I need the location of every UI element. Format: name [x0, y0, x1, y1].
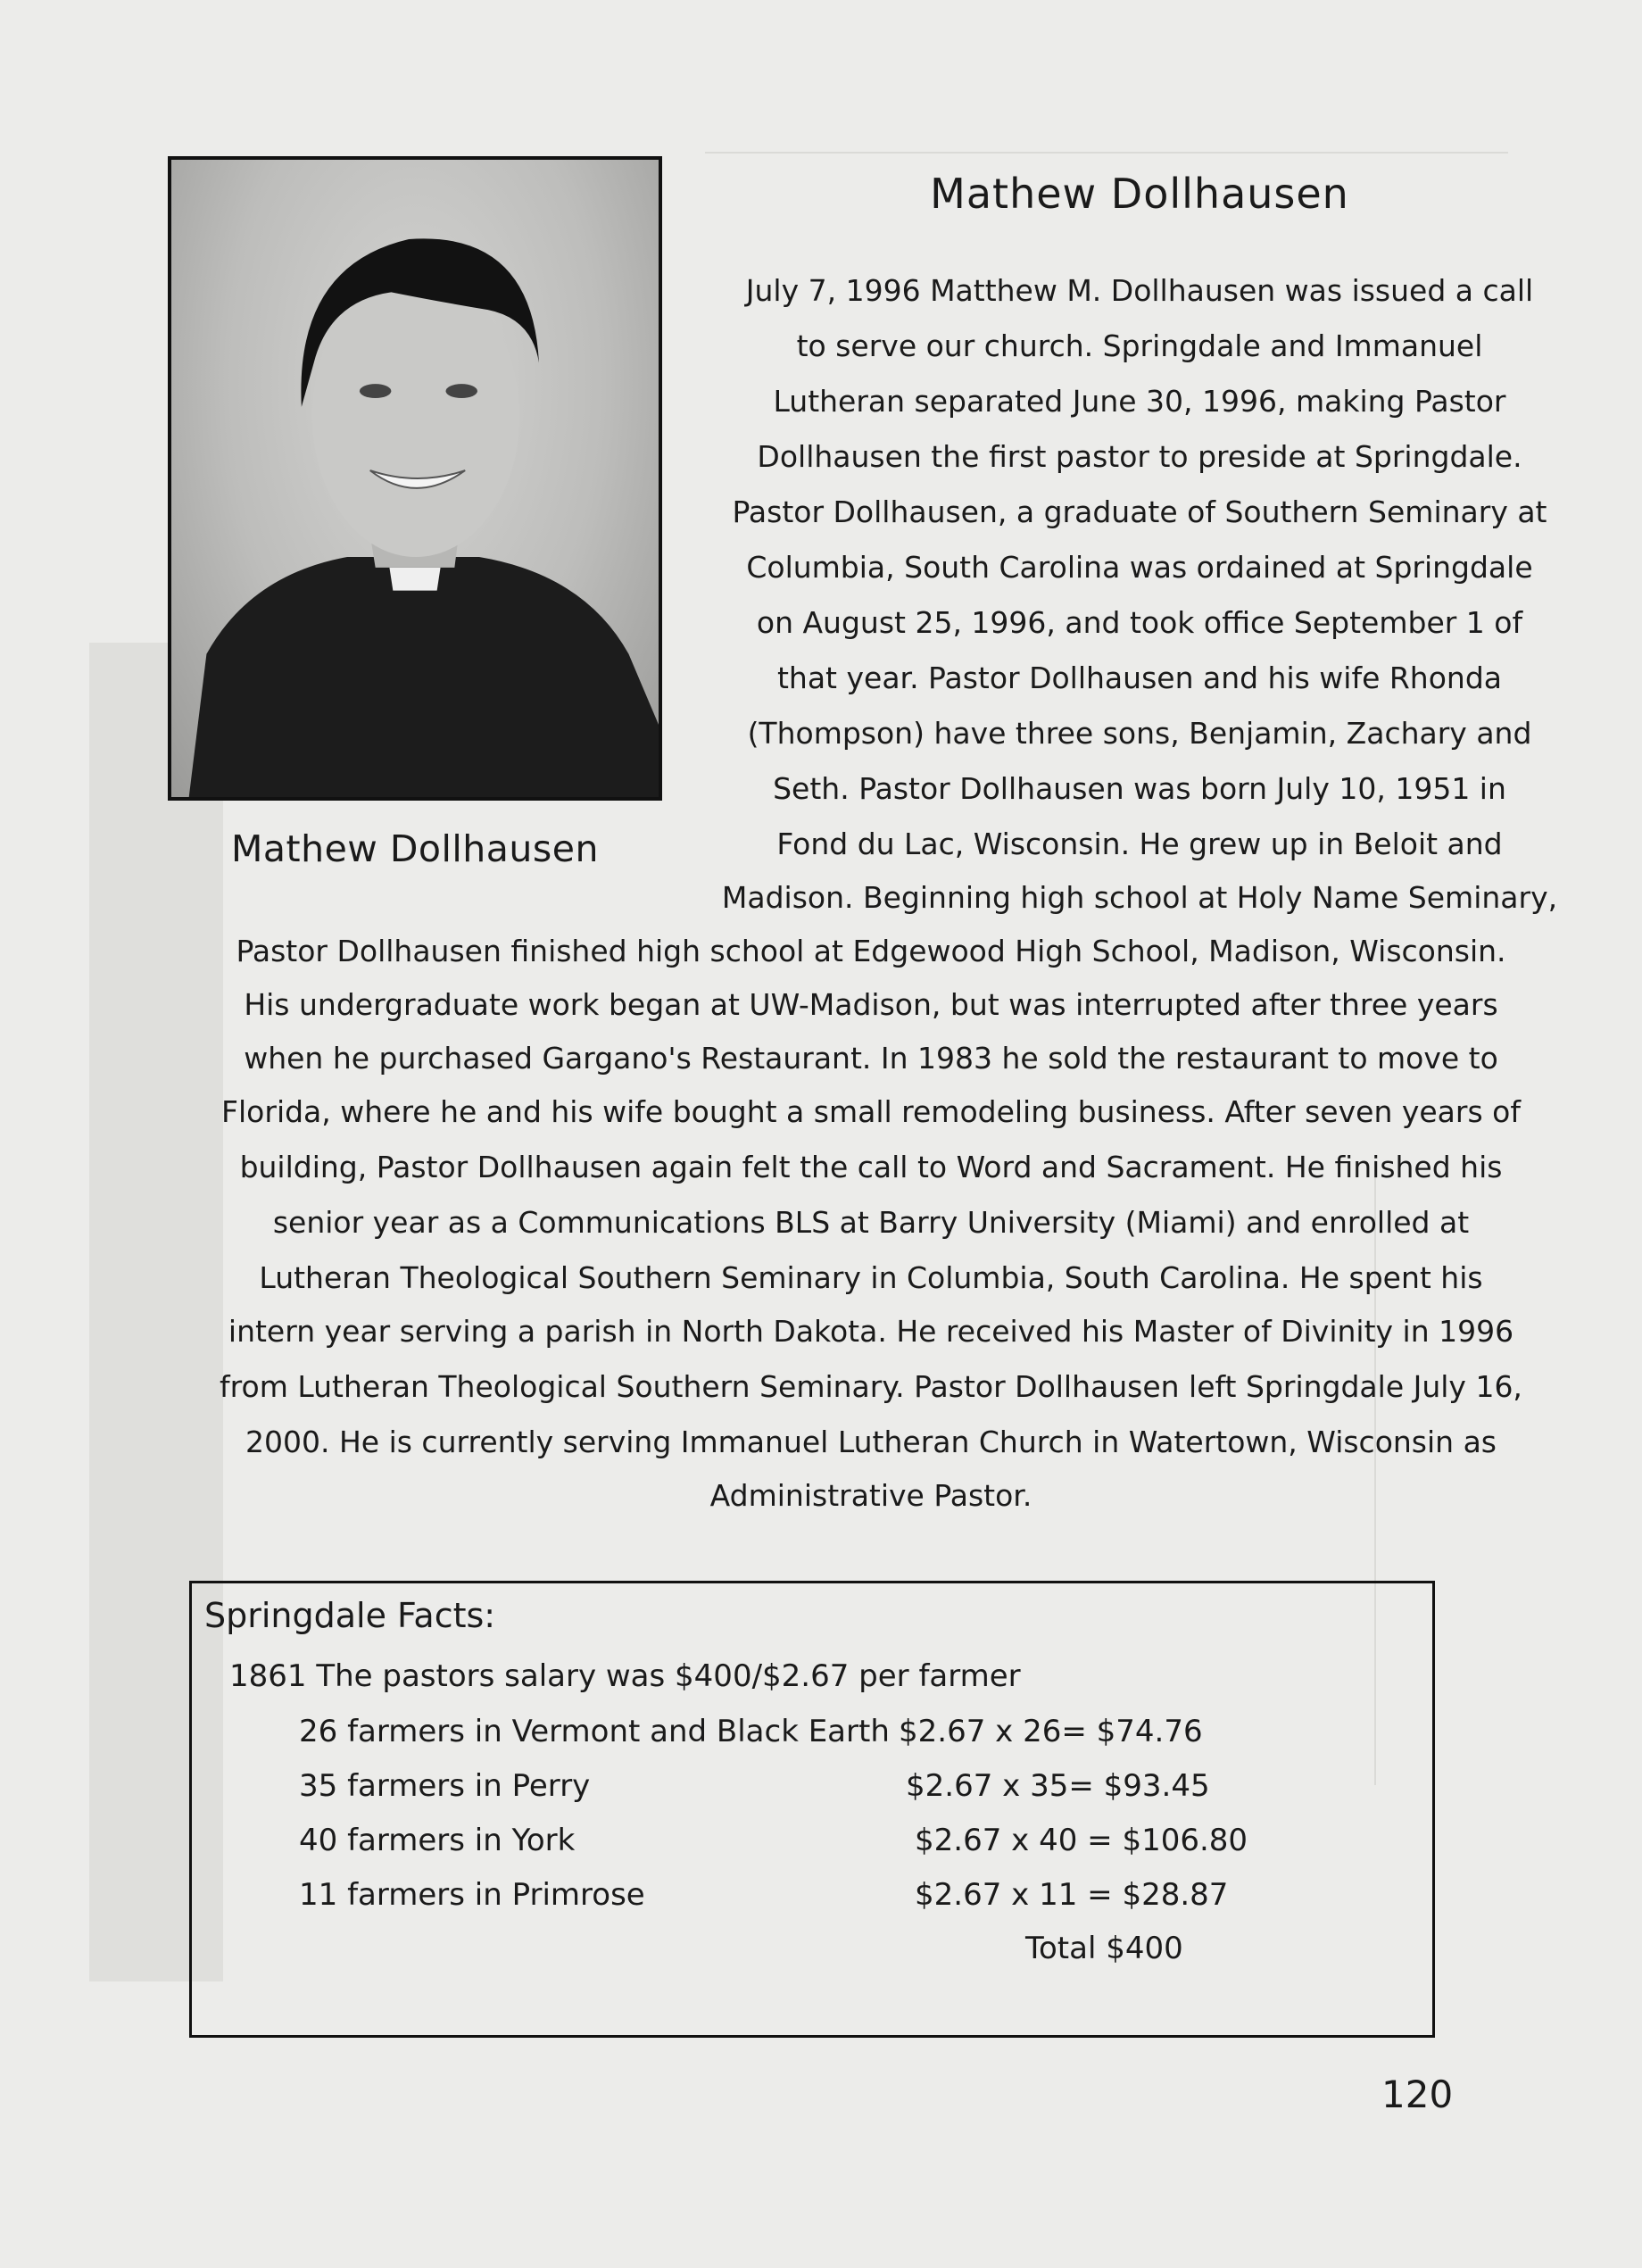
paragraph-line: Pastor Dollhausen, a graduate of Southern Seminary at: [732, 494, 1547, 529]
paragraph-line: on August 25, 1996, and took office September 1 of: [756, 605, 1523, 640]
paragraph-line: Columbia, South Carolina was ordained at Springdale: [746, 550, 1533, 585]
page-number: 120: [1381, 2073, 1454, 2116]
paragraph-line: that year. Pastor Dollhausen and his wife Rhonda: [776, 660, 1502, 695]
portrait-illustration: [171, 160, 659, 797]
paragraph-line: (Thompson) have three sons, Benjamin, Zachary and: [747, 716, 1532, 751]
facts-heading: Springdale Facts:: [204, 1596, 496, 1635]
paragraph-line: Lutheran Theological Southern Seminary in Columbia, South Carolina. He spent his: [259, 1260, 1483, 1295]
paragraph-line: Lutheran separated June 30, 1996, making Pastor: [773, 384, 1506, 419]
paragraph-line: building, Pastor Dollhausen again felt the call to Word and Sacrament. He finished his: [239, 1150, 1503, 1184]
facts-intro: 1861 The pastors salary was $400/$2.67 per farmer: [229, 1658, 1021, 1694]
paragraph-line: Dollhausen the first pastor to preside at Springdale.: [757, 439, 1522, 474]
bleed-through-texture: [705, 152, 1508, 162]
facts-total: Total $400: [1025, 1931, 1183, 1966]
facts-row-label: 26 farmers in Vermont and Black Earth: [299, 1714, 890, 1749]
facts-row-calc: $2.67 x 11 = $28.87: [915, 1877, 1229, 1913]
facts-row-calc: $2.67 x 26= $74.76: [899, 1714, 1203, 1749]
paragraph-line: Seth. Pastor Dollhausen was born July 10, 1951 in: [773, 771, 1506, 806]
paragraph-line: senior year as a Communications BLS at Barry University (Miami) and enrolled at: [272, 1205, 1470, 1240]
paragraph-line: to serve our church. Springdale and Immanuel: [796, 328, 1483, 363]
springdale-facts-box: [189, 1581, 1435, 2038]
facts-row-label: 11 farmers in Primrose: [299, 1877, 645, 1913]
facts-row-label: 35 farmers in Perry: [299, 1768, 591, 1804]
paragraph-line: His undergraduate work began at UW-Madison, but was interrupted after three years: [244, 987, 1498, 1022]
facts-row-label: 40 farmers in York: [299, 1823, 576, 1858]
paragraph-line: 2000. He is currently serving Immanuel Lutheran Church in Watertown, Wisconsin as: [245, 1425, 1497, 1459]
paragraph-line: July 7, 1996 Matthew M. Dollhausen was issued a call: [745, 273, 1534, 308]
photo-caption: Mathew Dollhausen: [231, 827, 599, 870]
article-title: Mathew Dollhausen: [930, 170, 1349, 218]
facts-row-calc: $2.67 x 35= $93.45: [906, 1768, 1210, 1804]
paragraph-line: Florida, where he and his wife bought a small remodeling business. After seven years of: [221, 1094, 1521, 1129]
paragraph-line: Pastor Dollhausen finished high school at Edgewood High School, Madison, Wisconsin.: [236, 934, 1506, 968]
portrait-photo: [168, 156, 662, 801]
paragraph-line: from Lutheran Theological Southern Seminary. Pastor Dollhausen left Springdale July 16,: [220, 1369, 1522, 1404]
paragraph-line: Fond du Lac, Wisconsin. He grew up in Beloit and: [776, 827, 1503, 861]
paragraph-line: Madison. Beginning high school at Holy Name Seminary,: [721, 880, 1558, 915]
paragraph-line: Administrative Pastor.: [709, 1478, 1032, 1513]
facts-row-calc: $2.67 x 40 = $106.80: [915, 1823, 1248, 1858]
paragraph-line: when he purchased Gargano's Restaurant. In 1983 he sold the restaurant to move to: [244, 1041, 1498, 1076]
paragraph-line: intern year serving a parish in North Dakota. He received his Master of Divinity in 1996: [228, 1314, 1514, 1349]
